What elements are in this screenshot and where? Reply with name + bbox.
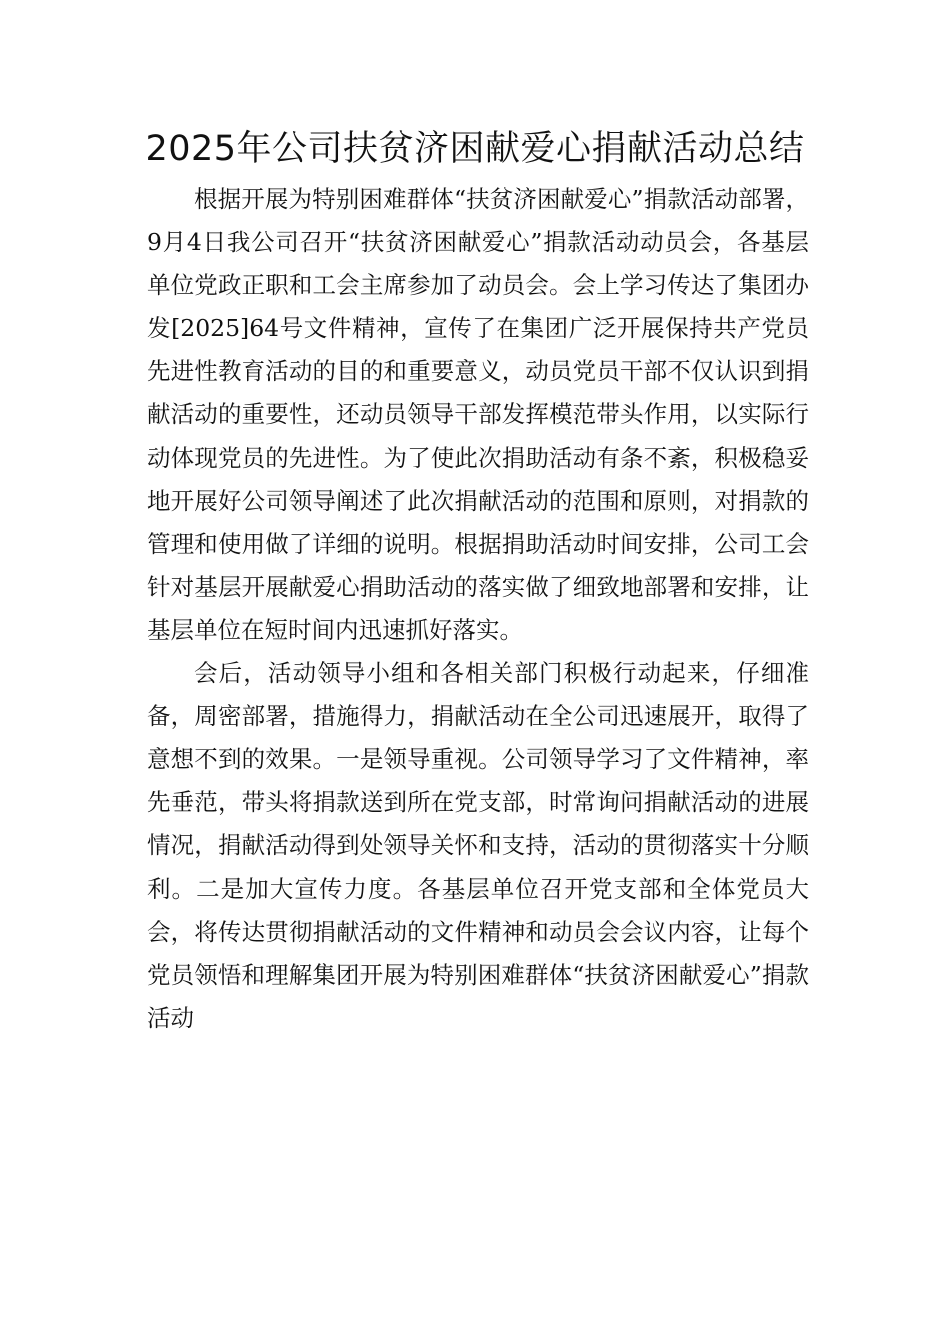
document-title: 2025年公司扶贫济困献爱心捐献活动总结 bbox=[145, 129, 805, 169]
paragraph-2: 会后，活动领导小组和各相关部门积极行动起来，仔细准备，周密部署，措施得力，捐献活动在全公司迅速展开，取得了意想不到的效果。一是领导重视。公司领导学习了文件精神，率先垂范，带头将捐款送到所在党支部，时常询问捐献活动的进展情况，捐献活动得到处领导关怀和支持，活动的贯彻落实十分顺利。二是加大宣传力度。各基层单位召开党支部和全体党员大会，将传达贯彻捐献活动的文件精神和动员会会议内容，让每个党员领悟和理解集团开展为特别困难群体“扶贫济困献爱心”捐款活动 bbox=[147, 659, 809, 1032]
document-body bbox=[147, 178, 809, 1040]
paragraph-1: 根据开展为特别困难群体“扶贫济困献爱心”捐款活动部署，9月4日我公司召开“扶贫济困献爱心”捐款活动动员会，各基层单位党政正职和工会主席参加了动员会。会上学习传达了集团办发[2025]64号文件精神，宣传了在集团广泛开展保持共产党员先进性教育活动的目的和重要意义，动员党员干部不仅认识到捐献活动的重要性，还动员领导干部发挥模范带头作用，以实际行动体现党员的先进性。为了使此次捐助活动有条不紊，积极稳妥地开展好公司领导阐述了此次捐献活动的范围和原则，对捐款的管理和使用做了详细的说明。根据捐助活动时间安排，公司工会针对基层开展献爱心捐助活动的落实做了细致地部署和安排，让基层单位在短时间内迅速抓好落实。 bbox=[147, 185, 809, 644]
